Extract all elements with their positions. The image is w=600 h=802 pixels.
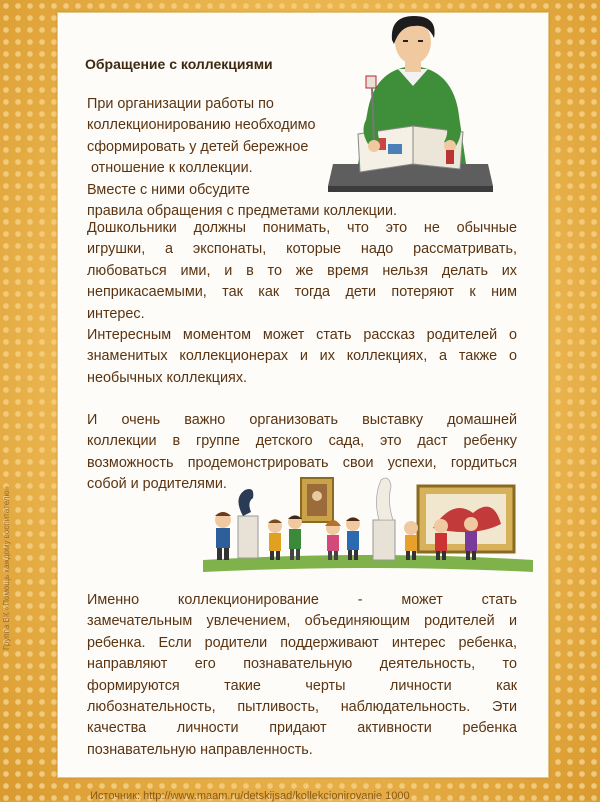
paragraph-line: Именно коллекционирование - может стать xyxy=(87,592,517,608)
paragraph-line: коллекции в группе детского сада, это даст ребенку xyxy=(87,433,517,450)
paragraph-line: Интересным моментом может стать рассказ родителей о xyxy=(87,327,517,343)
paragraph-line: игрушки, а экспонаты, которые надо рассматривать, xyxy=(87,241,517,258)
side-credit: Группа ВК «Помощь каждому воспитателю» xyxy=(2,486,11,650)
paragraph-line: любоваться ими, и в то же время нельзя делать их xyxy=(87,262,517,279)
paragraph-line: собой и родителями. xyxy=(87,476,227,493)
paragraph-line: знаменитых коллекционерах и их коллекциях, а также о xyxy=(87,348,517,365)
paragraph-intro-line: коллекционированию необходимо xyxy=(87,117,316,134)
paragraph-line: неприкасаемыми, так как тогда дети потеряют к ним xyxy=(87,284,517,301)
collector-illustration xyxy=(328,14,493,192)
paragraph-line: возможность продемонстрировать свои успехи, гордиться xyxy=(87,454,517,471)
paragraph-line: познавательную направленность. xyxy=(87,741,313,758)
paragraph-line: качества личности придают активности ребенка xyxy=(87,720,517,737)
paragraph-intro-line: При организации работы по xyxy=(87,96,274,112)
exhibition-illustration xyxy=(203,468,533,574)
paragraph-line: Дошкольники должны понимать, что это не обычные xyxy=(87,220,517,236)
paragraph-intro-line: сформировать у детей бережное xyxy=(87,138,309,155)
paragraph-line: ребенка. Если родители поддерживают интерес ребенка, xyxy=(87,634,517,651)
paragraph-intro-line: Вместе с ними обсудите xyxy=(87,181,250,198)
paragraph-intro-line: отношение к коллекции. xyxy=(87,160,253,177)
footer-source: Источник: http://www.maam.ru/detskijsad/kollekcionirovanie 1000 xyxy=(90,790,410,802)
paragraph-line: замечательным увлечением, объединяющим родителей и xyxy=(87,613,517,630)
paragraph-line: формируются такие черты личности как xyxy=(87,677,517,694)
paragraph-line: И очень важно организовать выставку домашней xyxy=(87,412,517,428)
paragraph-line: направляют его познавательную деятельность, то xyxy=(87,656,517,673)
section-title: Обращение с коллекциями xyxy=(85,56,273,72)
paragraph-intro-line: правила обращения с предметами коллекции. xyxy=(87,203,398,219)
paragraph-line: любознательность, пытливость, наблюдательность. Эти xyxy=(87,699,517,715)
paragraph-line: необычных коллекциях. xyxy=(87,369,248,386)
paragraph-line: интерес. xyxy=(87,305,145,322)
